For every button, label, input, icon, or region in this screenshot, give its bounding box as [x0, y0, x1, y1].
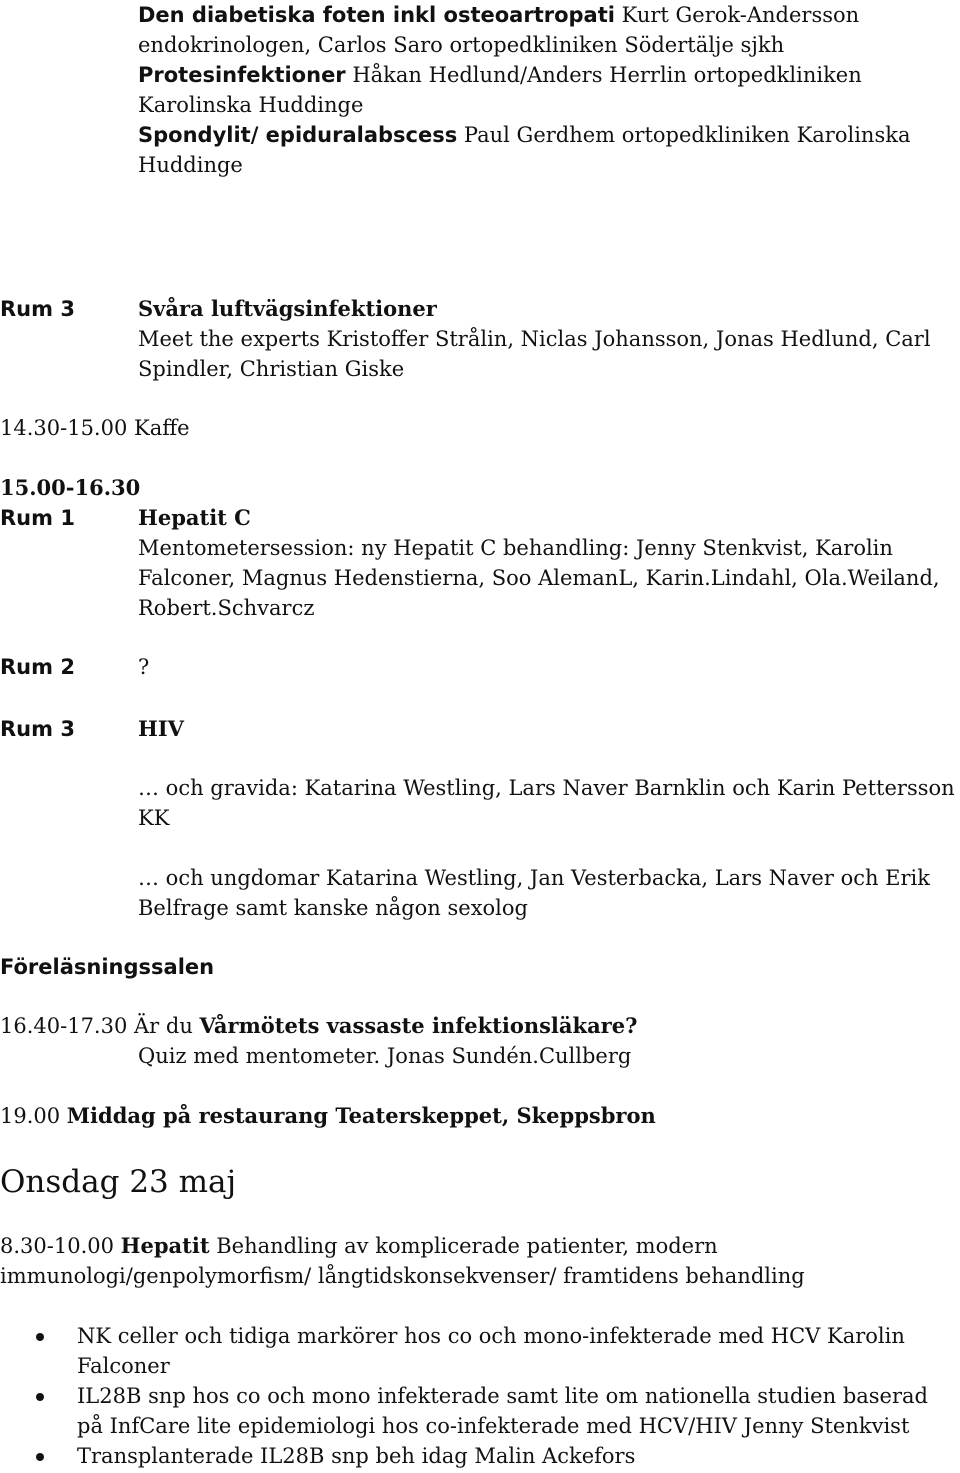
session-title: Hepatit [120, 1233, 210, 1258]
quiz-prefix: Är du [134, 1014, 200, 1038]
session-time: 8.30-10.00 [0, 1234, 121, 1258]
session-hepatitis [0, 1231, 958, 1291]
bullet-icon [36, 1393, 44, 1401]
session-hepatitis-c [138, 503, 958, 623]
session-unknown: ? [138, 655, 150, 679]
session-text: Kurt Gerok-Andersson endokrinologen, Carlos Saro ortopedkliniken Södertälje sjkh [138, 3, 860, 57]
room-label: Rum 2 [0, 655, 75, 679]
lecture-hall-label: Föreläsningssalen [0, 955, 215, 979]
list-item-text: NK celler och tidiga markörer hos co och mono-infekterade med HCV Karolin Falconer [77, 1324, 905, 1378]
quiz-details: Quiz med mentometer. Jonas Sundén.Cullberg [138, 1044, 632, 1068]
session-title: Protesinfektioner [138, 63, 346, 87]
session-title: Hepatit C [138, 505, 251, 530]
bullet-icon [36, 1453, 44, 1461]
session-text: Paul Gerdhem ortopedkliniken Karolinska Huddinge [138, 123, 911, 177]
room-label: Rum 3 [0, 717, 75, 741]
list-item-text: IL28B snp hos co och mono infekterade samt lite om nationella studien baserad på InfCare lite epidemiologi hos co-infekterade med HCV/HIV Jenny Stenkvist [77, 1384, 928, 1438]
day-heading: Onsdag 23 maj [0, 1164, 237, 1200]
session-title: HIV [138, 716, 184, 741]
list-item [0, 1441, 950, 1471]
session-text: Behandling av komplicerade patienter, modern immunologi/genpolymorfism/ långtidskonsekvenser/ framtidens behandling [0, 1234, 805, 1288]
session-respiratory [138, 294, 958, 384]
quiz-time: 16.40-17.30 [0, 1014, 135, 1038]
session-text: Mentometersession: ny Hepatit C behandling: Jenny Stenkvist, Karolin Falconer, Magnus Hedenstierna, Soo AlemanL, Karin.Lindahl, Ola.Weiland, Robert.Schvarcz [138, 536, 940, 620]
room-label: Rum 1 [0, 506, 75, 530]
bullet-icon [36, 1333, 44, 1341]
dinner-title: Middag på restaurang Teaterskeppet, Skeppsbron [66, 1103, 656, 1128]
coffee-break: 14.30-15.00 Kaffe [0, 416, 190, 440]
session-text: Håkan Hedlund/Anders Herrlin ortopedkliniken Karolinska Huddinge [138, 63, 862, 117]
dinner [0, 1101, 958, 1131]
session-prosthesis-infections [138, 60, 958, 120]
session-spondylitis [138, 120, 958, 180]
session-title: Svåra luftvägsinfektioner [138, 296, 437, 321]
top-sessions [138, 0, 958, 180]
list-item [0, 1321, 950, 1381]
session-title: Spondylit/ epiduralabscess [138, 123, 458, 147]
session-hiv [138, 714, 958, 744]
list-item [0, 1381, 950, 1441]
hiv-item-youth: … och ungdomar Katarina Westling, Jan Vesterbacka, Lars Naver och Erik Belfrage samt kanske någon sexolog [138, 866, 930, 920]
session-diabetic-foot [138, 0, 958, 60]
list-item-text: Transplanterade IL28B snp beh idag Malin Ackefors [77, 1444, 636, 1468]
quiz-title: Vårmötets vassaste infektionsläkare? [199, 1013, 638, 1038]
room-label: Rum 3 [0, 297, 75, 321]
talk-list [0, 1321, 950, 1471]
session-text: Meet the experts Kristoffer Strålin, Niclas Johansson, Jonas Hedlund, Carl Spindler, Christian Giske [138, 327, 931, 381]
quiz-session [0, 1011, 958, 1041]
time-slot: 15.00-16.30 [0, 475, 141, 500]
dinner-time: 19.00 [0, 1104, 67, 1128]
session-title: Den diabetiska foten inkl osteoartropati [138, 3, 615, 27]
hiv-item-pregnant: … och gravida: Katarina Westling, Lars Naver Barnklin och Karin Pettersson KK [138, 776, 955, 830]
